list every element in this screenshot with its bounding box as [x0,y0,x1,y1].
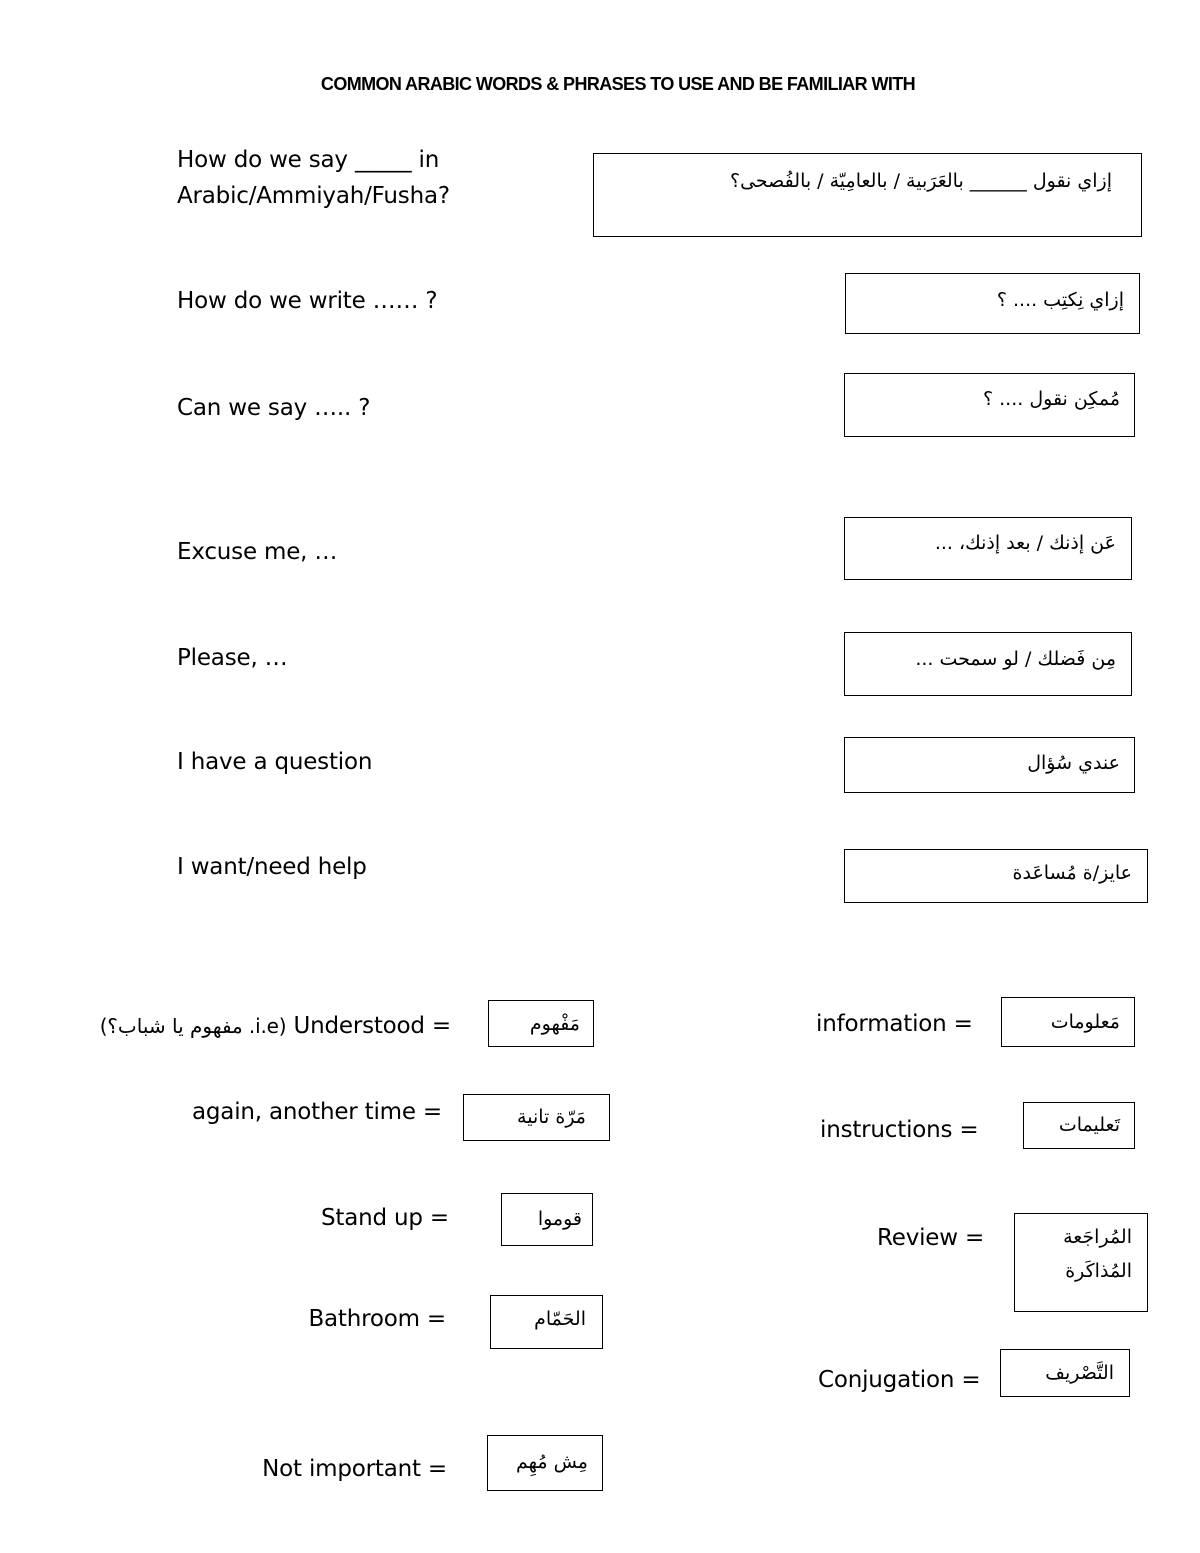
vocab-ar-review [1063,1220,1132,1288]
vocab-ar-not-important: مِش مُهِم [515,1451,588,1473]
phrase-en-say-line2: Arabic/Ammiyah/Fusha? [177,183,450,209]
vocab-understood-en: Understood = [293,1013,451,1039]
phrase-en-question: I have a question [177,749,373,775]
vocab-understood-example: (i.e. مفهوم يا شباب؟) [99,1014,287,1038]
vocab-ar-review-line1: المُراجَعة [1063,1226,1132,1248]
vocab-right-information: information = [816,1011,973,1037]
vocab-right-conjugation: Conjugation = [818,1367,981,1393]
vocab-left-stand: Stand up = [321,1205,449,1231]
vocab-ar-bathroom: الحَمّام [534,1308,586,1330]
vocab-left-not-important: Not important = [262,1456,447,1482]
phrase-en-write: How do we write …… ? [177,288,438,314]
vocab-right-instructions: instructions = [820,1117,979,1143]
vocab-left-bathroom: Bathroom = [308,1306,446,1332]
vocab-right-review: Review = [877,1225,985,1251]
vocab-ar-information: مَعلومات [1050,1011,1120,1033]
phrase-ar-say: إزاي نقول ______ بالعَرَبية / بالعامِيّة / بالفُصحى؟ [730,170,1112,192]
phrase-ar-question: عندي سُؤال [1027,752,1120,774]
phrase-ar-write: إزاي نِكتِب .... ؟ [996,289,1124,311]
phrase-en-say-line1: How do we say _____ in [177,147,440,173]
vocab-left-understood [100,1008,451,1044]
phrase-ar-please: مِن فَضلك / لو سمحت ... [915,648,1116,670]
phrase-ar-help: عايز/ة مُساعَدة [1012,862,1132,884]
vocab-ar-conjugation: التَّصْريف [1045,1362,1114,1384]
phrase-en-please: Please, … [177,645,288,671]
phrase-en-excuse: Excuse me, … [177,539,338,565]
vocab-ar-instructions: تَعليمات [1058,1114,1120,1136]
vocab-ar-stand: قوموا [537,1208,582,1230]
phrase-en-help: I want/need help [177,854,367,880]
vocab-ar-again: مَرّة تانية [517,1106,586,1128]
phrase-ar-can-say: مُمكِن نقول .... ؟ [983,388,1120,410]
vocab-left-again: again, another time = [192,1099,442,1125]
phrase-en-say [177,142,450,214]
vocab-ar-understood: مَفْهوم [529,1013,580,1035]
page-title: COMMON ARABIC WORDS & PHRASES TO USE AND BE FAMILIAR WITH [320,74,916,94]
phrase-en-can-say: Can we say ….. ? [177,395,371,421]
phrase-ar-excuse: عَن إذنك / بعد إذنك، ... [934,532,1116,554]
vocab-ar-review-line2: المُذاكَرة [1065,1260,1132,1282]
